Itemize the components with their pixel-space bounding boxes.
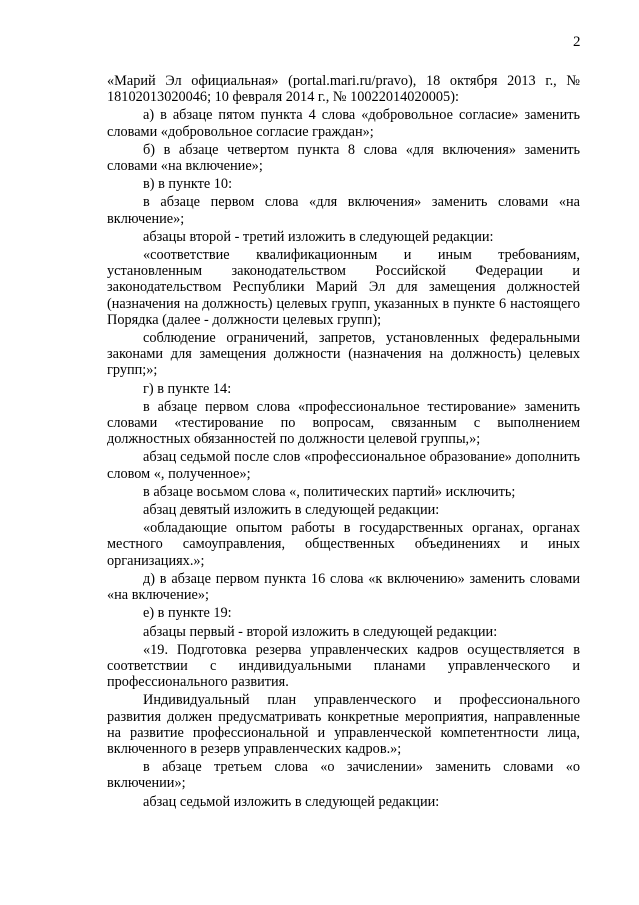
- paragraph: в абзаце первом слова «для включения» заменить словами «на включение»;: [107, 194, 580, 227]
- paragraph: Индивидуальный план управленческого и профессионального развития должен предусматривать конкретные мероприятия, направленные на развитие профессиональной и управленческой компетентности лица, включенного в резерв управленческих кадров.»;: [107, 692, 580, 757]
- document-body: [107, 73, 580, 810]
- paragraph: «Марий Эл официальная» (portal.mari.ru/pravo), 18 октября 2013 г., № 18102013020046; 10 февраля 2014 г., № 10022014020005):: [107, 73, 580, 106]
- paragraph: абзацы первый - второй изложить в следующей редакции:: [143, 623, 498, 640]
- paragraph: соблюдение ограничений, запретов, установленных федеральными законами для замещения должности (назначения на должность) целевых групп;»;: [107, 330, 580, 379]
- paragraph: е) в пункте 19:: [143, 605, 232, 622]
- paragraph: «обладающие опытом работы в государственных органах, органах местного самоуправления, общественных объединениях и иных организациях.»;: [107, 520, 580, 569]
- paragraph: в абзаце первом слова «профессиональное тестирование» заменить словами «тестирование по вопросам, связанным с выполнением должностных обязанностей по должности целевой группы,»;: [107, 398, 580, 448]
- paragraph: абзац седьмой изложить в следующей редакции:: [143, 793, 440, 810]
- paragraph: абзац девятый изложить в следующей редакции:: [143, 502, 440, 519]
- paragraph: д) в абзаце первом пункта 16 слова «к включению» заменить словами «на включение»;: [107, 570, 580, 604]
- paragraph: абзац седьмой после слов «профессиональное образование» дополнить словом «, полученное»;: [107, 449, 580, 482]
- page-number: 2: [573, 34, 581, 50]
- paragraph: абзацы второй - третий изложить в следующей редакции:: [143, 228, 494, 245]
- paragraph: б) в абзаце четвертом пункта 8 слова «для включения» заменить словами «на включение»;: [107, 141, 580, 175]
- paragraph: в абзаце третьем слова «о зачислении» заменить словами «о включении»;: [107, 759, 580, 792]
- paragraph: «соответствие квалификационным и иным требованиям, установленным законодательством Российской Федерации и законодательством Республики Марий Эл для замещения должностей (назначения на должность) целевых групп, указанных в пункте 6 настоящего Порядка (далее - должности целевых групп);: [107, 247, 580, 328]
- paragraph: в абзаце восьмом слова «, политических партий» исключить;: [143, 483, 516, 500]
- paragraph: г) в пункте 14:: [143, 380, 232, 397]
- paragraph: в) в пункте 10:: [143, 176, 233, 193]
- paragraph: «19. Подготовка резерва управленческих кадров осуществляется в соответствии с индивидуальными планами управленческого и профессионального развития.: [107, 641, 580, 691]
- paragraph: а) в абзаце пятом пункта 4 слова «добровольное согласие» заменить словами «добровольное согласие граждан»;: [107, 107, 580, 140]
